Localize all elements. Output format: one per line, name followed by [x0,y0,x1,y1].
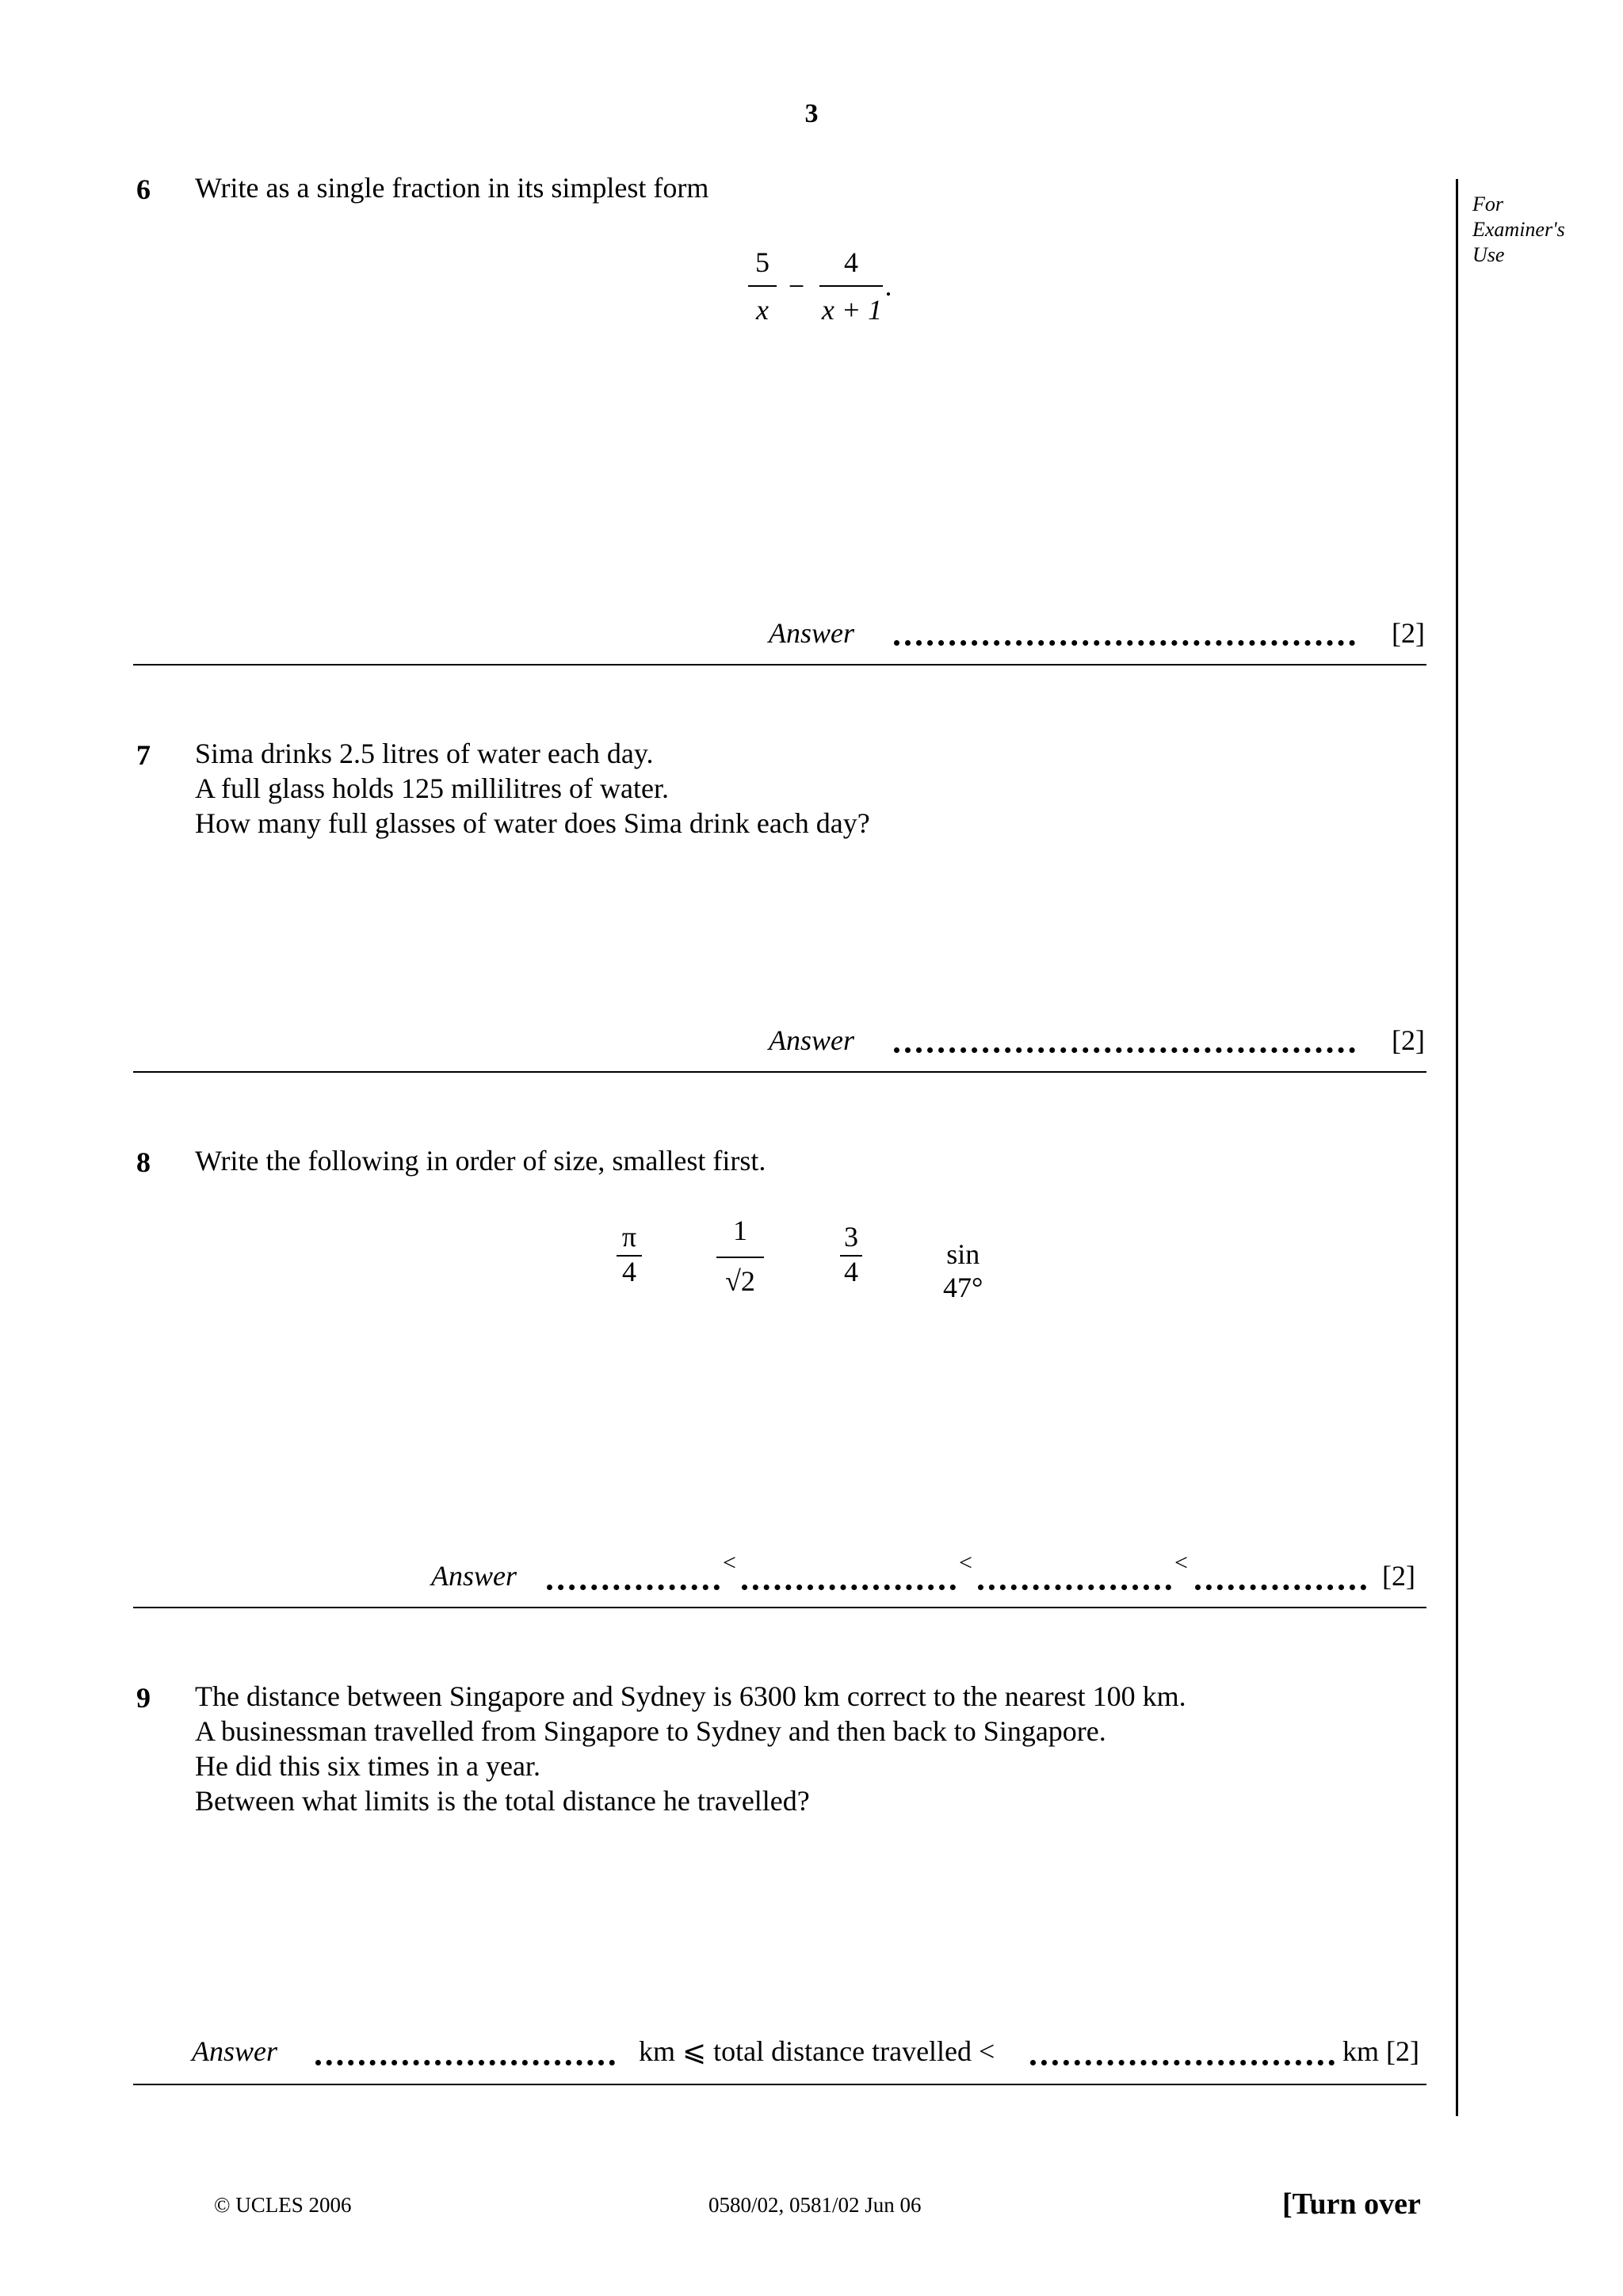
answer-blank-4[interactable] [1195,1585,1366,1590]
pi-numerator: π [621,1221,637,1253]
question-6-number: 6 [136,174,151,205]
answer-line[interactable] [894,1047,1355,1053]
question-9-number: 9 [136,1682,151,1714]
answer-line[interactable] [894,640,1355,646]
question-divider [133,1071,1426,1073]
answer-blank-2[interactable] [742,1585,956,1590]
question-7-number: 7 [136,739,151,771]
marks-label: [2] [1392,617,1425,649]
fraction-numerator: 5 [755,246,769,278]
fraction-denominator: x + 1 [821,294,883,326]
fraction-numerator: 4 [844,246,858,278]
question-line: Sima drinks 2.5 litres of water each day. [195,738,654,769]
fraction-denominator: x [756,294,769,326]
answer-label: Answer [769,1024,854,1056]
minus-sign: − [788,270,805,302]
upper-limit-answer-line[interactable] [1030,2060,1335,2065]
fraction-bar [748,285,777,287]
question-8-number: 8 [136,1146,151,1178]
examiner-use-label [1472,192,1565,268]
answer-label: Answer [431,1560,517,1592]
question-9-text [195,1679,1186,1818]
question-7-text [195,736,870,841]
inequality-text: km ⩽ total distance travelled < [639,2035,995,2067]
question-line: A businessman travelled from Singapore to Sydney and then back to Singapore. [195,1715,1106,1747]
question-8-text: Write the following in order of size, smallest first. [195,1145,766,1177]
expression-end-dot: . [884,270,892,302]
examiner-use-line: For [1472,193,1503,215]
question-divider [133,1607,1426,1608]
fraction-denominator: 4 [844,1256,858,1287]
fraction-numerator: 3 [844,1221,858,1253]
footer-paper-code: 0580/02, 0581/02 Jun 06 [708,2193,922,2217]
pi-denominator: 4 [622,1256,636,1287]
root-denominator: √2 [725,1265,755,1297]
fraction-bar [819,285,883,287]
marks-label: [2] [1392,1024,1425,1056]
sin-value: sin 47° [943,1238,983,1303]
question-line: The distance between Singapore and Sydney is 6300 km correct to the nearest 100 km. [195,1680,1186,1712]
less-than-sign: < [1174,1550,1188,1576]
examiner-use-line: Use [1472,243,1505,266]
less-than-sign: < [723,1550,736,1576]
question-line: He did this six times in a year. [195,1750,540,1782]
answer-label: Answer [769,617,854,649]
question-line: How many full glasses of water does Sima drink each day? [195,807,870,839]
root-numerator: 1 [733,1215,747,1246]
question-line: A full glass holds 125 millilitres of water. [195,772,669,804]
examiner-use-line: Examiner's [1472,218,1565,241]
answer-blank-3[interactable] [978,1585,1171,1590]
question-line: Between what limits is the total distance he travelled? [195,1785,810,1817]
answer-label: Answer [192,2035,277,2067]
footer-copyright: © UCLES 2006 [214,2193,352,2217]
question-6-text: Write as a single fraction in its simplest form [195,172,709,204]
examiner-margin-line [1456,179,1458,2116]
marks-label: [2] [1382,1560,1415,1592]
question-divider [133,664,1426,666]
less-than-sign: < [959,1550,972,1576]
answer-blank-1[interactable] [547,1585,720,1590]
page-number: 3 [804,99,819,128]
fraction-bar [716,1257,764,1258]
question-divider [133,2084,1426,2085]
marks-label: km [2] [1342,2035,1419,2067]
lower-limit-answer-line[interactable] [315,2060,615,2065]
turn-over-label: [Turn over [1282,2187,1421,2221]
